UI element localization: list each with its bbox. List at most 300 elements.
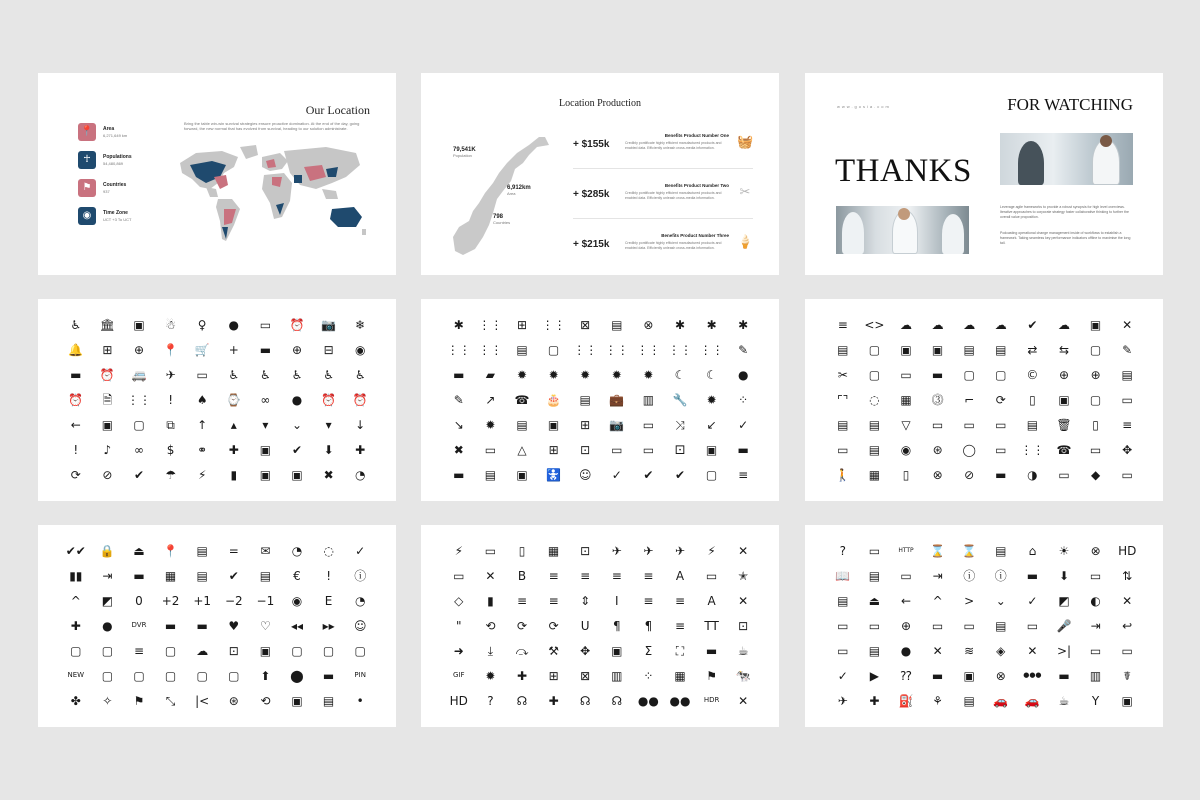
glyph-icon: ●● [637,693,659,708]
glyph-icon: ✓ [1027,594,1038,609]
glyph-icon: 🚗 [1024,693,1040,708]
glyph-icon: " [456,618,462,633]
glyph-icon: DVR [131,621,147,630]
glyph-icon: ⊞ [102,343,113,358]
glyph-icon: • [356,693,364,708]
glyph-icon: ← [70,417,81,432]
glyph-icon: ▯ [1092,417,1099,432]
glyph-icon: ⊕ [291,343,303,358]
glyph-icon: ? [487,693,494,708]
glyph-icon: 📍 [163,343,179,358]
glyph-icon: ✓ [355,544,366,559]
glyph-icon: ✕ [1122,594,1133,609]
glyph-icon: ▣ [259,467,272,482]
glyph-icon: ▬ [164,618,177,633]
glyph-icon: 📖 [835,569,851,584]
glyph-icon: ▬ [705,643,718,658]
glyph-icon: ☁ [931,318,944,333]
glyph-icon: ⁇ [900,668,912,683]
glyph-icon: ⋮⋮ [126,392,151,407]
glyph-icon: ▭ [1089,643,1102,658]
glyph-icon: ✔ [133,467,145,482]
glyph-icon: ▤ [484,467,497,482]
icon-slide-5[interactable] [421,525,779,727]
glyph-icon: ! [326,569,331,584]
glyph-icon: ♿ [291,368,303,383]
glyph-icon: ◩ [1058,594,1070,609]
utensils-icon: ✂ [739,184,751,199]
glyph-icon: ▥ [1089,668,1102,683]
glyph-icon: ▤ [868,442,881,457]
row-divider [573,218,753,219]
thanks-heading: THANKS [835,153,972,189]
glyph-icon: 🗎 [102,392,113,407]
stat-value: 6,912km [507,185,531,191]
glyph-icon: ☎ [514,392,530,407]
glyph-icon: ▶ [869,668,879,683]
glyph-icon: A [675,569,685,584]
glyph-icon: ✚ [548,693,559,708]
glyph-icon: ? [839,544,846,559]
glyph-icon: ▭ [868,544,881,559]
glyph-icon: ⚑ [133,693,145,708]
glyph-icon: ▮ [487,594,494,609]
glyph-icon: ⌐ [964,392,975,407]
website-url: www.gosia.com [837,104,891,109]
glyph-icon: ⊡ [738,618,749,633]
glyph-icon: ▬ [453,467,465,482]
glyph-icon: ▬ [259,343,272,358]
glyph-icon: ☊ [579,693,591,708]
glyph-icon: ▢ [164,668,177,683]
glyph-icon: ✈ [165,368,176,383]
glyph-icon: ↩ [1122,618,1133,633]
glyph-icon: ▭ [995,417,1007,432]
glyph-icon: ✔ [228,569,239,584]
glyph-icon: ▢ [101,643,114,658]
glyph-icon: ⬆ [260,668,271,683]
glyph-icon: ▣ [1121,693,1133,708]
glyph-icon: ♡ [260,618,271,633]
glyph-icon: ✕ [738,544,749,559]
glyph-icon: ⌜⌝ [837,392,849,407]
glyph-icon: ⊛ [228,693,239,708]
glyph-icon: ⇄ [1027,343,1038,358]
glyph-icon: ⊟ [323,343,334,358]
glyph-icon: ▭ [484,442,497,457]
glyph-icon: ◂◂ [290,618,304,633]
glyph-icon: ⌛ [930,544,946,559]
glyph-icon: ▭ [1121,643,1133,658]
glyph-icon: ▣ [611,643,623,658]
glyph-icon: € [293,569,301,584]
glyph-icon: ⋮⋮ [573,343,598,358]
glyph-icon: A [707,594,716,609]
glyph-icon: ≡ [837,318,848,333]
glyph-icon: ▭ [1089,442,1102,457]
glyph-icon: $ [166,442,175,457]
glyph-icon: 🚶 [835,467,851,482]
glyph-icon: ✎ [1122,343,1133,358]
glyph-icon: ▣ [133,318,145,333]
glyph-icon: ▾ [325,417,332,432]
glyph-icon: ▣ [101,417,114,432]
legend-value: 54,480,869 [103,161,124,166]
glyph-icon: ▬ [196,618,208,633]
glyph-icon: ♿ [323,368,334,383]
glyph-icon: ▤ [837,343,849,358]
glyph-icon: ▢ [228,668,240,683]
glyph-icon: + [228,343,239,358]
glyph-icon: ⬇ [1058,569,1070,584]
glyph-icon: ➜ [453,643,464,658]
glyph-icon: ✖ [323,467,334,482]
glyph-icon: ⛶ [675,643,685,658]
glyph-icon: ▢ [995,368,1007,383]
glyph-icon: ▭ [963,618,975,633]
glyph-icon: ☃ [165,318,176,333]
glyph-icon: Σ [644,643,653,658]
glyph-icon: ≋ [964,643,975,658]
glyph-icon: ⊞ [516,318,528,333]
slide-our-location[interactable] [38,73,396,275]
glyph-icon: ▴ [230,417,237,432]
legend-label: Populations [103,154,132,160]
glyph-icon: ◉ [354,343,366,358]
glyph-icon: ▤ [1026,417,1039,432]
glyph-icon: ⁘ [643,668,654,683]
glyph-icon: ◔ [354,467,366,482]
glyph-icon: HTTP [898,547,914,555]
glyph-icon: ✈ [611,544,622,559]
location-icon: 📍 [78,123,96,141]
glyph-icon: ⬇ [323,442,334,457]
glyph-icon: ✔ [674,467,686,482]
glyph-icon: ⋮⋮ [667,343,692,358]
glyph-icon: ▭ [1026,618,1039,633]
glyph-icon: ▬ [453,368,465,383]
glyph-icon: ⤓ [487,643,494,658]
glyph-icon: ⟳ [516,618,528,633]
glyph-icon: ⚭ [197,442,208,457]
icon-slide-1[interactable] [38,299,396,501]
glyph-icon: ▯ [902,467,910,482]
person-icon: ☥ [78,151,96,169]
glyph-icon: ↑ [197,417,208,432]
glyph-icon: ✕ [738,594,749,609]
glyph-icon: ⌄ [291,417,303,432]
glyph-icon: ¶ [612,618,621,633]
stat-label: Population [453,153,472,158]
glyph-icon: ✕ [932,643,943,658]
flag-icon: ⚑ [78,179,96,197]
glyph-icon: 📍 [163,544,179,559]
glyph-icon: ▤ [868,417,881,432]
glyph-icon: ▭ [837,643,849,658]
glyph-icon: ☾ [674,368,686,383]
product-row-two [573,175,753,219]
glyph-icon: ♿ [70,318,82,333]
slide-description: Bring the table win-win survival strategies ensure proactive domination. At the end of the day, going forward, the new normal that has evolved from survival, heading to our solution administrate. [184,121,360,131]
glyph-icon: U [580,618,590,633]
glyph-icon: ▬ [1026,569,1039,584]
glyph-icon: ✕ [1027,643,1038,658]
glyph-icon: ◌ [869,392,880,407]
ice-cream-icon: 🍦 [737,234,754,249]
glyph-icon: ✓ [611,467,622,482]
glyph-icon: HD [449,693,468,708]
glyph-icon: ☁ [899,318,912,333]
glyph-icon: ▣ [516,467,528,482]
glyph-icon: ▢ [354,643,366,658]
glyph-icon: ☊ [611,693,623,708]
glyph-icon: 0 [135,594,143,609]
glyph-icon: ✧ [102,693,113,708]
glyph-icon: 🛒 [194,343,210,358]
glyph-icon: ⋮⋮ [541,318,566,333]
glyph-icon: > [964,594,975,609]
glyph-icon: ☕ [737,643,749,658]
stat-value: 79,541K [453,147,476,153]
glyph-icon: ▤ [1121,368,1133,383]
glyph-icon: ▤ [579,392,591,407]
product-price: + $155k [573,139,610,150]
glyph-icon: ⚡ [197,467,207,482]
glyph-icon: PIN [354,671,366,680]
glyph-icon: ●● [669,693,691,708]
glyph-icon: 🚗 [993,693,1009,708]
glyph-icon: ▬ [322,668,335,683]
glyph-icon: ⊡ [228,643,239,658]
glyph-icon: ◉ [900,442,912,457]
product-name: Benefits Product Number Three [661,233,729,238]
glyph-icon: ✱ [674,318,686,333]
glyph-icon: ▢ [164,643,177,658]
glyph-icon: ⊡ [580,544,591,559]
stat-value: 798 [493,214,504,220]
icon-slide-3[interactable] [805,299,1163,501]
glyph-icon: ▤ [837,417,849,432]
product-price: + $285k [573,189,610,200]
glyph-icon: ▭ [453,569,465,584]
glyph-icon: ▤ [868,569,881,584]
glyph-icon: ⊗ [995,668,1006,683]
glyph-icon: ◑ [1027,467,1038,482]
glyph-icon: ✤ [70,693,81,708]
glyph-icon: ▤ [868,643,881,658]
glyph-icon: = [228,544,239,559]
glyph-icon: ⚘ [932,693,943,708]
glyph-icon: ≡ [643,569,654,584]
glyph-icon: ● [900,643,912,658]
glyph-icon: ⁘ [738,392,749,407]
glyph-icon: ⛽ [898,693,914,708]
stat-countries [493,214,510,225]
glyph-icon: ▣ [963,668,975,683]
glyph-icon: E [324,594,333,609]
glyph-icon: ▤ [516,343,528,358]
glyph-icon: ✹ [485,668,496,683]
glyph-icon: ⋮⋮ [636,343,661,358]
glyph-icon: ☺ [578,467,592,482]
glyph-icon: ☁ [963,318,976,333]
glyph-icon: ▤ [196,544,208,559]
glyph-icon: ! [73,442,79,457]
product-name: Benefits Product Number One [664,133,729,138]
glyph-icon: ⓘ [963,569,976,584]
glyph-icon: ≡ [738,467,749,482]
glyph-icon: ◔ [291,544,303,559]
glyph-icon: ▣ [900,343,912,358]
glyph-icon: ▭ [642,442,655,457]
slide-location-production[interactable] [421,73,779,275]
glyph-icon: ▣ [291,693,303,708]
thanks-paragraph-2: Podcasting operational change management inside of workflows to establish a framework. Taking seamless key performance indicators offline to maximise the long tail. [1000,231,1131,245]
glyph-icon: ✹ [611,368,622,383]
glyph-icon: ▢ [196,668,208,683]
glyph-icon: ⚡ [454,544,464,559]
glyph-icon: 🏛 [99,318,115,333]
glyph-icon: ✚ [355,442,366,457]
glyph-icon: △ [517,442,527,457]
glyph-icon: ⇥ [102,569,113,584]
glyph-icon: ▭ [837,442,849,457]
glyph-icon: ▤ [837,594,849,609]
glyph-icon: ▬ [133,569,145,584]
glyph-icon: ⊕ [1090,368,1101,383]
glyph-icon: ✓ [738,417,749,432]
glyph-icon: ⊗ [932,467,943,482]
glyph-icon: ⊠ [580,318,591,333]
glyph-icon: ▬ [931,368,944,383]
slide-thanks[interactable] [805,73,1163,275]
doctor-photo-top [1000,133,1133,185]
icon-slide-6[interactable] [805,525,1163,727]
glyph-icon: ✖ [453,442,464,457]
glyph-icon: ▢ [70,643,82,658]
glyph-icon: ▭ [259,318,272,333]
glyph-icon: ▣ [1089,318,1102,333]
glyph-icon: ⋮⋮ [604,343,629,358]
glyph-icon: ▬ [995,467,1007,482]
glyph-icon: ▦ [868,467,881,482]
glyph-icon: ✹ [706,392,717,407]
icon-slide-2[interactable] [421,299,779,501]
glyph-icon: ⊕ [900,618,912,633]
slide-title: Location Production [559,98,641,109]
glyph-icon: >| [1056,643,1072,658]
glyph-icon: ▭ [931,618,944,633]
glyph-icon: ⓘ [354,569,367,584]
glyph-icon: ▦ [547,544,560,559]
glyph-icon: ▣ [259,643,272,658]
glyph-icon: ⊗ [643,318,654,333]
glyph-icon: ☾ [706,368,717,383]
glyph-icon: <> [864,318,885,333]
glyph-icon: ✈ [643,544,654,559]
glyph-icon: ✚ [228,442,239,457]
glyph-icon: ● [228,318,240,333]
icon-slide-4[interactable] [38,525,396,727]
legend-value: 937 [103,189,110,194]
glyph-icon: ▣ [705,442,718,457]
glyph-icon: 🎂 [546,392,562,407]
glyph-icon: ▤ [259,569,272,584]
glyph-icon: ⓘ [994,569,1007,584]
glyph-icon: ◩ [101,594,114,609]
glyph-icon: ⏰ [68,392,84,407]
glyph-icon: ⊞ [548,442,559,457]
glyph-icon: ⬤ [290,668,304,683]
glyph-icon: ▢ [101,668,114,683]
glyph-icon: ✎ [453,392,464,407]
glyph-icon: ♿ [354,368,366,383]
glyph-icon: ⊗ [1090,544,1101,559]
glyph-icon: ✂ [837,368,848,383]
glyph-icon: ⊕ [1058,368,1070,383]
glyph-icon: ← [900,594,912,609]
stat-label: Countries [493,220,511,225]
glyph-icon: ⊘ [102,467,113,482]
glyph-icon: ▭ [484,544,497,559]
glyph-icon: ▽ [901,417,911,432]
glyph-icon: ✔ [1027,318,1038,333]
glyph-icon: ▢ [547,343,560,358]
glyph-icon: ◉ [291,594,303,609]
glyph-icon: 🔒 [99,544,115,559]
glyph-icon: ⌄ [995,594,1006,609]
glyph-icon: ☀ [1058,544,1070,559]
glyph-icon: ♪ [103,442,112,457]
glyph-icon: ● [737,368,749,383]
glyph-icon: ✔ [291,442,303,457]
glyph-icon: ↓ [355,417,366,432]
glyph-icon: ▭ [705,569,718,584]
glyph-icon: 🚐 [131,368,147,383]
glyph-icon: ✹ [516,368,528,383]
glyph-icon: ♠ [196,392,208,407]
glyph-icon: ◆ [1090,467,1101,482]
glyph-icon: ⊞ [548,668,559,683]
glyph-icon: ⇕ [580,594,591,609]
glyph-icon: ✕ [738,693,749,708]
legend-label: Time Zone [103,210,128,216]
glyph-icon: ▤ [611,318,623,333]
glyph-icon: ⊞ [580,417,591,432]
glyph-icon: ✱ [738,318,749,333]
glyph-icon: ▾ [262,417,269,432]
product-row-three [573,225,753,269]
glyph-icon: ▭ [1121,467,1133,482]
glyph-icon: ▯ [518,544,526,559]
glyph-icon: ▭ [900,368,912,383]
glyph-icon: © [1026,368,1039,383]
stat-area [507,185,531,196]
glyph-icon: ✚ [70,618,81,633]
glyph-icon: ≡ [674,594,686,609]
glyph-icon: ⊠ [580,668,591,683]
glyph-icon: ⚑ [706,668,717,683]
glyph-icon: ▣ [291,467,303,482]
glyph-icon: ✥ [580,643,591,658]
glyph-icon: ⋮⋮ [446,343,471,358]
glyph-icon: ▭ [963,417,975,432]
glyph-icon: ▰ [485,368,495,383]
glyph-icon: ¶ [644,618,653,633]
glyph-icon: ≡ [548,569,559,584]
glyph-icon: 🗑 [1056,417,1072,432]
glyph-icon: ☊ [516,693,528,708]
